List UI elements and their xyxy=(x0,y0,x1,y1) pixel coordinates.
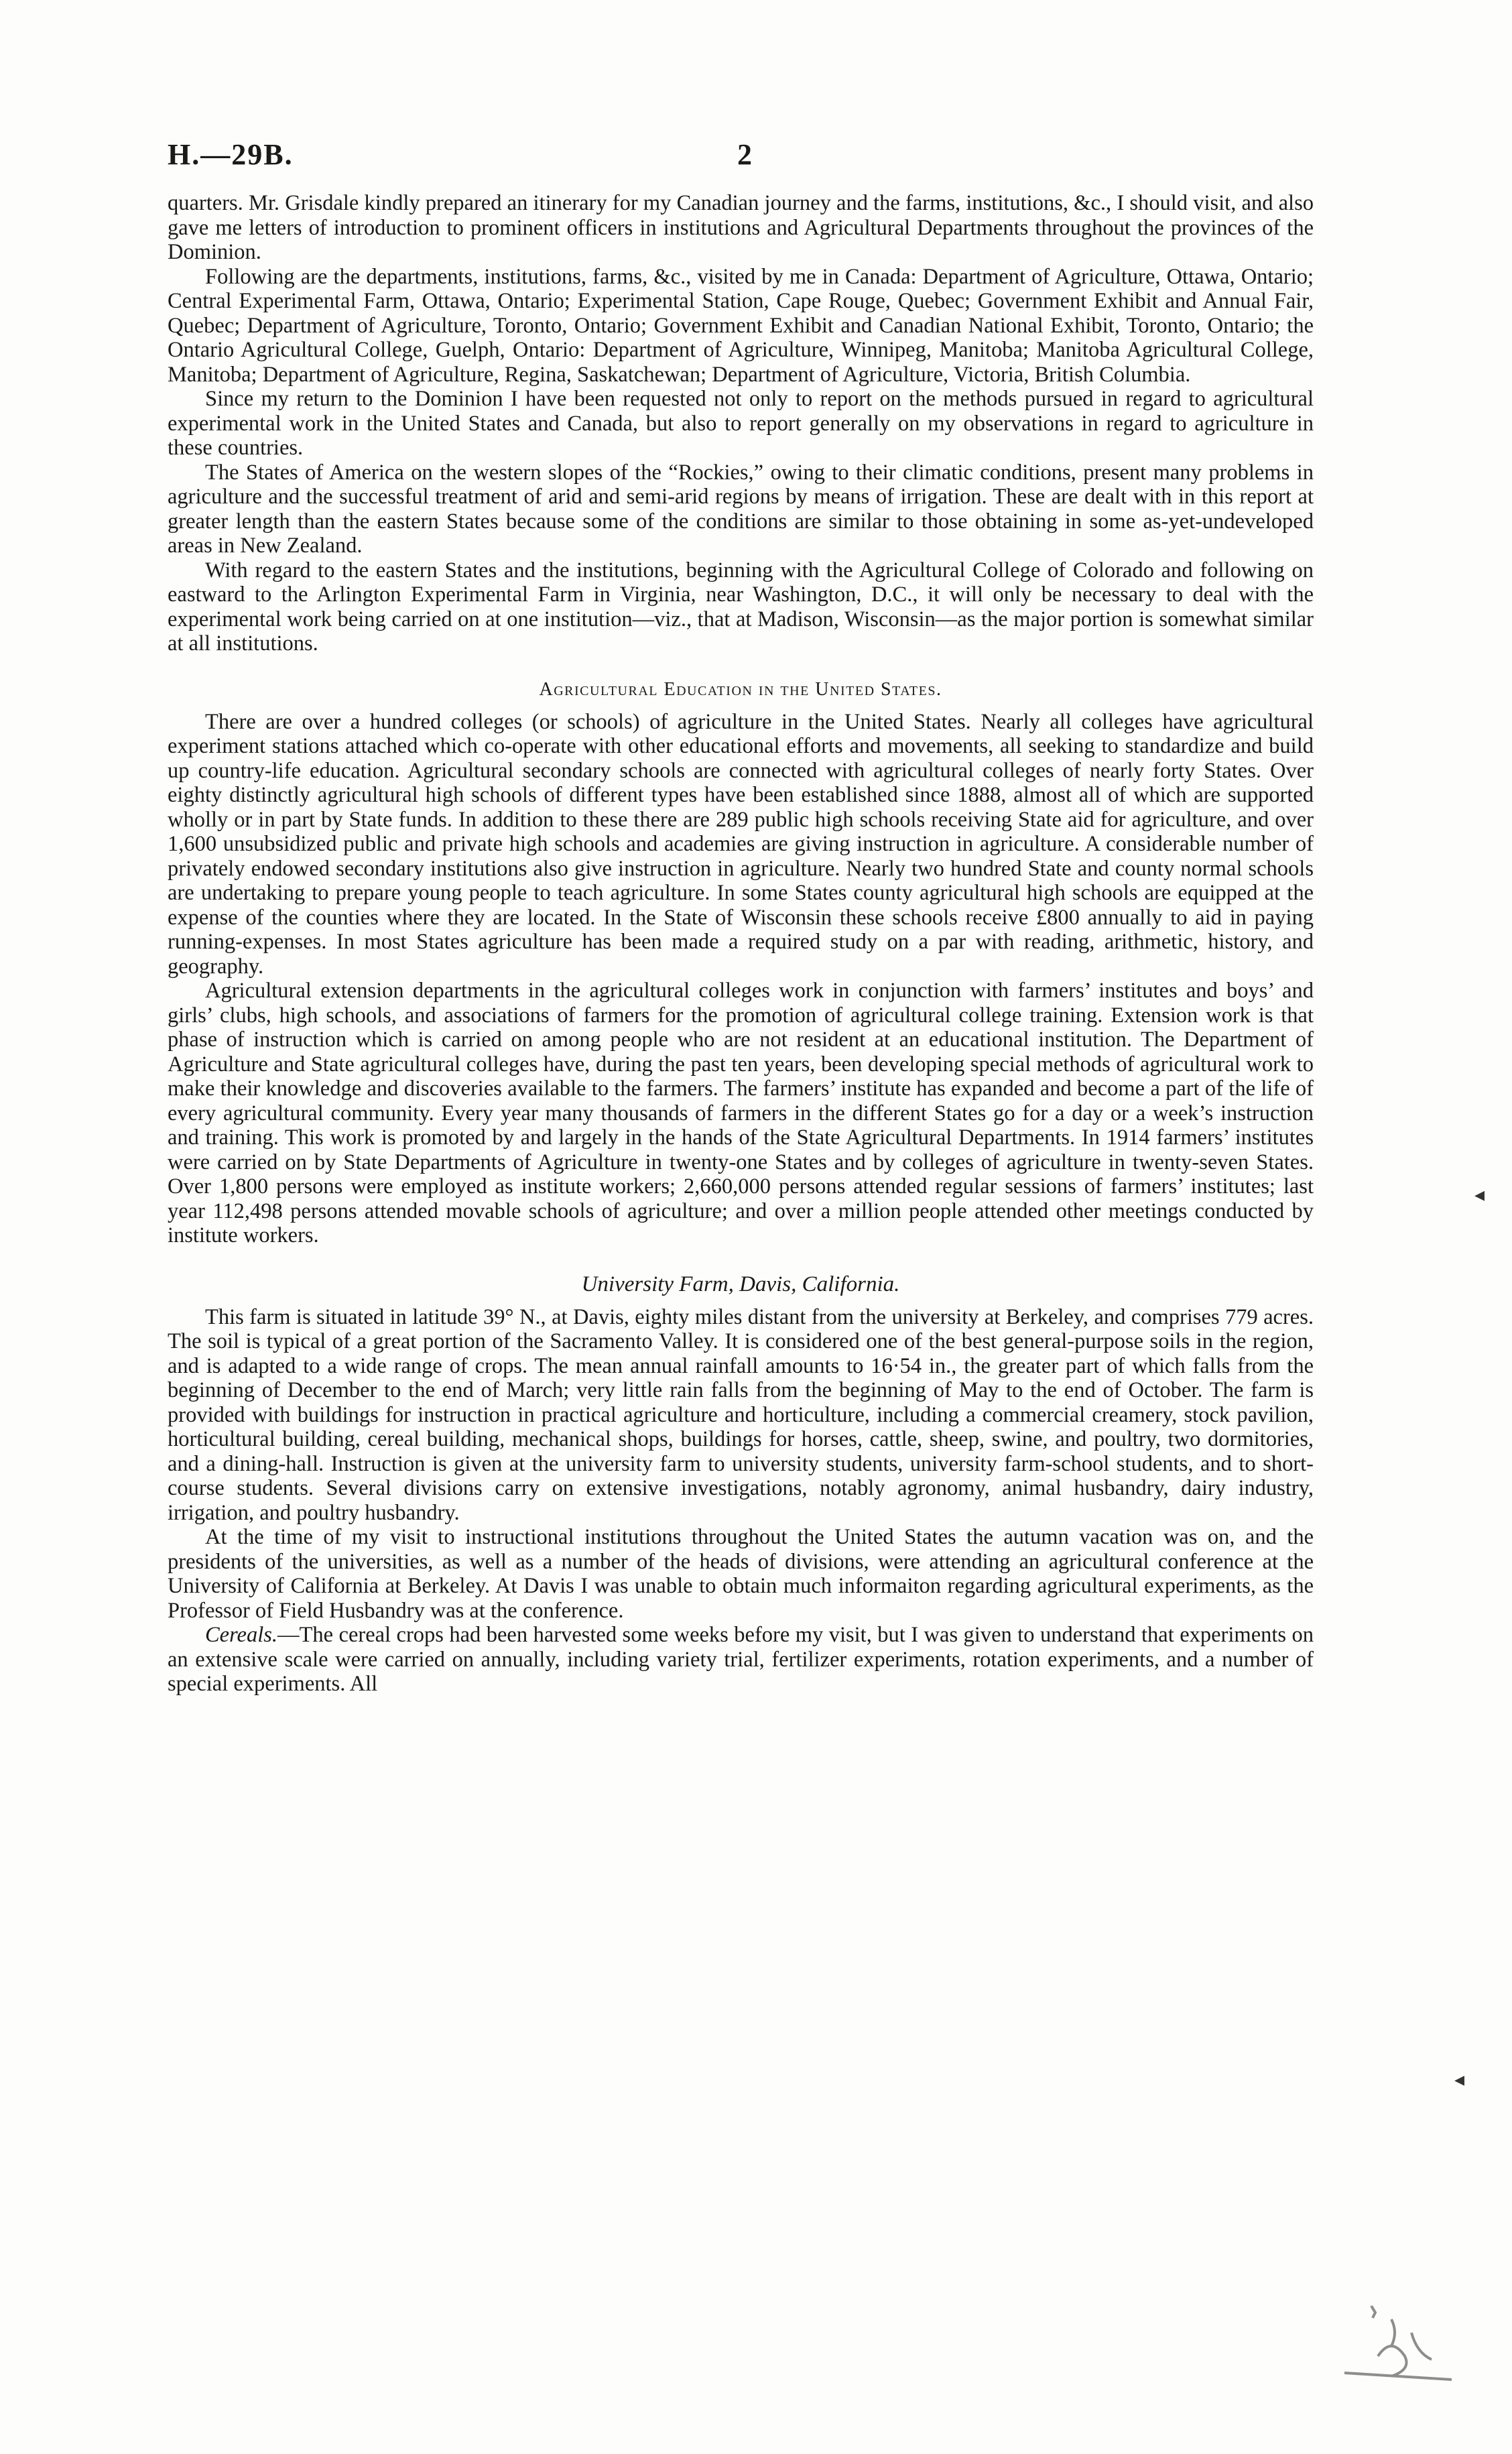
section-heading: Agricultural Education in the United States. xyxy=(539,678,942,700)
paragraph: At the time of my visit to instructional institutions throughout the United States the autumn vacation was on, and the presidents of the universities, as well as a number of the heads of divisions, were attending an agricultural conference at the University of California at Berkeley. At Davis I was unable to obtain much informaiton regarding agricultural experiments, as the Professor of Field Husbandry was at the conference. xyxy=(168,1525,1314,1623)
margin-arrow-icon: ◂ xyxy=(1454,2069,1465,2091)
page-header xyxy=(168,137,1314,191)
paragraph: Agricultural extension departments in the agricultural colleges work in conjunction with farmers’ institutes and boys’ and girls’ clubs, high schools, and associations of farmers for the promotion of agricultural college training. Extension work is that phase of instruction which is carried on among people who are not resident at an educational institution. The Department of Agriculture and State agricultural colleges have, during the past ten years, been developing special methods of agricultural work to make their knowledge and discoveries available to the farmers. The farmers’ institute has expanded and become a part of the life of every agricultural community. Every year many thousands of farmers in the different States go for a day or a week’s instruction and training. This work is promoted by and largely in the hands of the State Agricultural Departments. In 1914 farmers’ institutes were carried on by State Departments of Agriculture in twenty-one States and by colleges of agriculture in twenty-seven States. Over 1,800 persons were employed as institute workers; 2,660,000 persons attended regular sessions of farmers’ institutes; last year 112,498 persons attended movable schools of agriculture; and over a million people attended other meetings conducted by institute workers. xyxy=(168,979,1314,1247)
runin-heading: Cereals. xyxy=(205,1623,278,1647)
paragraph: Since my return to the Dominion I have been requested not only to report on the methods pursued in regard to agricultural experimental work in the United States and Canada, but also to report generally on my observations in regard to agriculture in these countries. xyxy=(168,387,1314,460)
page-number: 2 xyxy=(737,138,752,171)
paragraph: quarters. Mr. Grisdale kindly prepared an itinerary for my Canadian journey and the farms, institutions, &c., I should visit, and also gave me letters of introduction to prominent officers in institutions and Agricultural Departments throughout the provinces of the Dominion. xyxy=(168,191,1314,264)
section-subheading: University Farm, Davis, California. xyxy=(581,1272,900,1296)
paragraph-text: —The cereal crops had been harvested some weeks before my visit, but I was given to understand that experiments on an extensive scale were carried on annually, including variety trial, fertilizer experiments, rotation experiments, and a number of special experiments. All xyxy=(168,1623,1314,1696)
document-page xyxy=(168,137,1314,1697)
margin-arrow-icon: ◂ xyxy=(1474,1184,1485,1206)
paragraph: With regard to the eastern States and the institutions, beginning with the Agricultural College of Colorado and following on eastward to the Arlington Experimental Farm in Virginia, near Washington, D.C., it will only be necessary to deal with the experimental work being carried on at one institution—viz., that at Madison, Wisconsin—as the major portion is somewhat similar at all institutions. xyxy=(168,558,1314,656)
paper-code: H.—29B. xyxy=(168,138,294,171)
paragraph: This farm is situated in latitude 39° N., at Davis, eighty miles distant from the university at Berkeley, and comprises 779 acres. The soil is typical of a great portion of the Sacramento Valley. It is considered one of the best general-purpose soils in the region, and is adapted to a wide range of crops. The mean annual rainfall amounts to 16·54 in., the greater part of which falls from the beginning of December to the end of March; very little rain falls from the beginning of May to the end of October. The farm is provided with buildings for instruction in practical agriculture and horticulture, including a commercial creamery, stock pavilion, horticultural building, cereal building, mechanical shops, buildings for horses, cattle, sheep, swine, and poultry, two dormitories, and a dining-hall. Instruction is given at the university farm to university students, university farm-school students, and to short-course students. Several divisions carry on extensive investigations, notably agronomy, animal husbandry, dairy industry, irrigation, and poultry husbandry. xyxy=(168,1304,1314,1525)
scan-smudge-icon xyxy=(1331,2292,1472,2393)
paragraph: Following are the departments, institutions, farms, &c., visited by me in Canada: Department of Agriculture, Ottawa, Ontario; Central Experimental Farm, Ottawa, Ontario; Experimental Station, Cape Rouge, Quebec; Government Exhibit and Annual Fair, Quebec; Department of Agriculture, Toronto, Ontario; Government Exhibit and Canadian National Exhibit, Toronto, Ontario; the Ontario Agricultural College, Guelph, Ontario: Department of Agriculture, Winnipeg, Manitoba; Manitoba Agricultural College, Manitoba; Department of Agriculture, Regina, Saskatchewan; Department of Agriculture, Victoria, British Columbia. xyxy=(168,264,1314,387)
paragraph: There are over a hundred colleges (or schools) of agriculture in the United States. Nearly all colleges have agricultural experiment stations attached which co-operate with other educational efforts and movements, all seeking to standardize and build up country-life education. Agricultural secondary schools are connected with agricultural colleges of nearly forty States. Over eighty distinctly agricultural high schools of different types have been established since 1888, almost all of which are supported wholly or in part by State funds. In addition to these there are 289 public high schools receiving State aid for agriculture, and over 1,600 unsubsidized public and private high schools and academies are giving instruction in agriculture. A considerable number of privately endowed secondary institutions also give instruction in agriculture. Nearly two hundred State and county normal schools are undertaking to prepare young people to teach agriculture. In some States county agricultural high schools are equipped at the expense of the counties where they are located. In the State of Wisconsin these schools receive £800 annually to aid in paying running-expenses. In most States agriculture has been made a required study on a par with reading, arithmetic, history, and geography. xyxy=(168,709,1314,979)
body-text xyxy=(168,191,1314,1697)
paragraph: The States of America on the western slopes of the “Rockies,” owing to their climatic conditions, present many problems in agriculture and the successful treatment of arid and semi-arid regions by means of irrigation. These are dealt with in this report at greater length than the eastern States because some of the conditions are similar to those obtaining in some as-yet-undeveloped areas in New Zealand. xyxy=(168,460,1314,558)
paragraph-cereals xyxy=(168,1623,1314,1697)
